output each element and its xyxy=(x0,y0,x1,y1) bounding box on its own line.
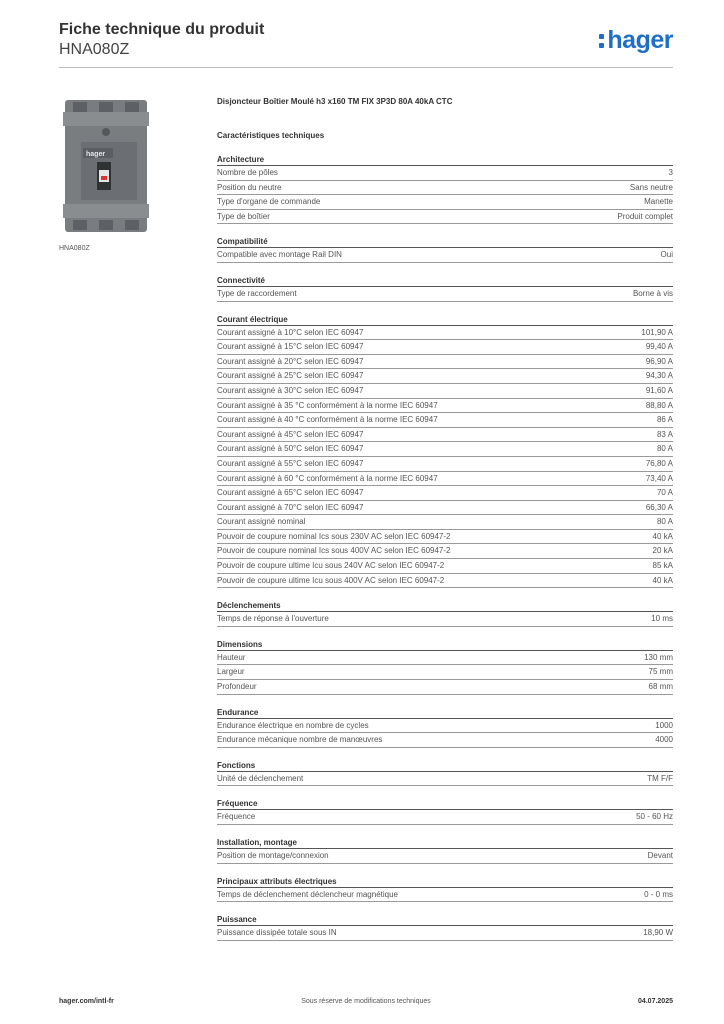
spec-row xyxy=(217,399,673,414)
section-title: Puissance xyxy=(217,914,673,926)
product-label-text: hager xyxy=(86,151,106,158)
spec-row xyxy=(217,413,673,428)
spec-row xyxy=(217,210,673,225)
spec-label: Courant assigné à 15°C selon IEC 60947 xyxy=(217,342,364,352)
spec-row xyxy=(217,665,673,680)
spec-label: Type d'organe de commande xyxy=(217,197,321,207)
spec-section xyxy=(217,798,673,825)
spec-row xyxy=(217,733,673,748)
spec-row xyxy=(217,888,673,903)
spec-label: Largeur xyxy=(217,667,245,677)
spec-value: Oui xyxy=(660,250,673,260)
spec-row xyxy=(217,369,673,384)
spec-row xyxy=(217,326,673,341)
spec-label: Courant assigné nominal xyxy=(217,517,306,527)
spec-row xyxy=(217,680,673,695)
spec-row xyxy=(217,428,673,443)
section-title: Courant électrique xyxy=(217,314,673,326)
spec-label: Unité de déclenchement xyxy=(217,773,304,783)
spec-label: Courant assigné à 35 °C conformément à la norme IEC 60947 xyxy=(217,400,438,410)
spec-label: Hauteur xyxy=(217,652,246,662)
spec-label: Temps de déclenchement déclencheur magnétique xyxy=(217,889,399,899)
product-description: Disjoncteur Boîtier Moulé h3 x160 TM FIX 3P3D 80A 40kA CTC xyxy=(217,97,453,106)
spec-value: Devant xyxy=(647,851,673,860)
spec-value: 80 A xyxy=(656,444,673,454)
spec-value: 85 kA xyxy=(652,561,673,571)
spec-section xyxy=(217,275,673,302)
spec-row xyxy=(217,559,673,574)
spec-value: 94,30 A xyxy=(645,371,673,381)
spec-label: Courant assigné à 10°C selon IEC 60947 xyxy=(217,327,364,337)
spec-value: 83 A xyxy=(656,429,673,439)
spec-label: Pouvoir de coupure nominal Ics sous 230V AC selon IEC 60947-2 xyxy=(217,531,451,541)
spec-row xyxy=(217,544,673,559)
header-divider xyxy=(59,67,673,68)
spec-row xyxy=(217,340,673,355)
spec-row xyxy=(217,457,673,472)
spec-row xyxy=(217,810,673,825)
characteristics-title: Caractéristiques techniques xyxy=(217,131,325,140)
spec-value: 96,90 A xyxy=(645,356,673,366)
spec-section xyxy=(217,600,673,627)
spec-value: Manette xyxy=(644,197,673,207)
spec-row xyxy=(217,574,673,589)
spec-sheet xyxy=(217,96,673,941)
logo-dots-icon xyxy=(599,34,605,48)
spec-value: 10 ms xyxy=(651,614,673,624)
spec-label: Courant assigné à 45°C selon IEC 60947 xyxy=(217,429,364,439)
spec-label: Courant assigné à 40 °C conformément à la norme IEC 60947 xyxy=(217,415,438,425)
spec-label: Endurance électrique en nombre de cycles xyxy=(217,720,369,730)
spec-section xyxy=(217,236,673,263)
section-title: Installation, montage xyxy=(217,837,673,849)
hager-logo xyxy=(599,26,673,55)
spec-label: Temps de réponse à l'ouverture xyxy=(217,614,329,624)
spec-label: Pouvoir de coupure nominal Ics sous 400V AC selon IEC 60947-2 xyxy=(217,546,451,556)
spec-label: Courant assigné à 60 °C conformément à la norme IEC 60947 xyxy=(217,473,438,483)
spec-value: 80 A xyxy=(656,517,673,527)
spec-value: Borne à vis xyxy=(632,288,673,298)
spec-row xyxy=(217,355,673,370)
section-title: Déclenchements xyxy=(217,600,673,612)
spec-label: Type de boîtier xyxy=(217,211,270,221)
spec-label: Endurance mécanique nombre de manœuvres xyxy=(217,735,383,745)
spec-value: 18,90 W xyxy=(643,928,673,938)
footer-date: 04.07.2025 xyxy=(637,998,673,1005)
spec-section xyxy=(217,314,673,589)
spec-label: Courant assigné à 20°C selon IEC 60947 xyxy=(217,356,364,366)
spec-row xyxy=(217,287,673,302)
section-title: Endurance xyxy=(217,707,673,719)
page-title: Fiche technique du produit xyxy=(59,21,265,38)
spec-row xyxy=(217,501,673,516)
spec-value: 75 mm xyxy=(648,667,673,677)
spec-section xyxy=(217,707,673,748)
spec-row xyxy=(217,719,673,734)
spec-label: Courant assigné à 30°C selon IEC 60947 xyxy=(217,385,364,395)
spec-row xyxy=(217,926,673,941)
spec-label: Courant assigné à 55°C selon IEC 60947 xyxy=(217,458,364,468)
spec-row xyxy=(217,651,673,666)
spec-value: 86 A xyxy=(656,415,673,425)
spec-label: Courant assigné à 70°C selon IEC 60947 xyxy=(217,502,364,512)
spec-label: Profondeur xyxy=(217,682,257,692)
spec-label: Courant assigné à 25°C selon IEC 60947 xyxy=(217,371,364,381)
spec-row xyxy=(217,612,673,627)
spec-value: TM F/F xyxy=(647,773,673,783)
spec-row xyxy=(217,515,673,530)
spec-value: 73,40 A xyxy=(645,473,673,483)
logo-text: hager xyxy=(607,26,673,54)
section-title: Dimensions xyxy=(217,639,673,651)
spec-label: Courant assigné à 50°C selon IEC 60947 xyxy=(217,444,364,454)
spec-value: 20 kA xyxy=(652,546,673,556)
footer-disclaimer: Sous réserve de modifications techniques xyxy=(301,998,431,1005)
spec-label: Nombre de pôles xyxy=(217,168,278,177)
spec-value: Produit complet xyxy=(617,211,673,221)
spec-value: 40 kA xyxy=(652,575,673,585)
spec-section xyxy=(217,154,673,224)
spec-label: Type de raccordement xyxy=(217,288,297,298)
spec-value: 3 xyxy=(668,168,673,177)
spec-label: Position du neutre xyxy=(217,182,282,192)
spec-row xyxy=(217,384,673,399)
spec-row xyxy=(217,181,673,196)
spec-value: 50 - 60 Hz xyxy=(636,812,673,822)
spec-row xyxy=(217,248,673,263)
spec-label: Courant assigné à 65°C selon IEC 60947 xyxy=(217,488,364,498)
spec-section xyxy=(217,837,673,864)
page-header xyxy=(59,20,673,68)
spec-value: 66,30 A xyxy=(645,502,673,512)
spec-label: Pouvoir de coupure ultime Icu sous 240V AC selon IEC 60947-2 xyxy=(217,561,445,571)
spec-value: 0 - 0 ms xyxy=(644,889,673,899)
spec-section xyxy=(217,914,673,941)
footer-website: hager.com/intl-fr xyxy=(59,998,114,1005)
spec-value: 130 mm xyxy=(644,652,673,662)
spec-value: 1000 xyxy=(655,720,673,730)
spec-row xyxy=(217,472,673,487)
spec-row xyxy=(217,195,673,210)
spec-label: Compatible avec montage Rail DIN xyxy=(217,250,342,260)
spec-row xyxy=(217,849,673,864)
spec-value: 4000 xyxy=(655,735,673,745)
spec-sections xyxy=(217,154,673,941)
section-title: Architecture xyxy=(217,154,673,166)
spec-value: 40 kA xyxy=(652,531,673,541)
section-title: Principaux attributs électriques xyxy=(217,876,673,888)
spec-section xyxy=(217,639,673,695)
spec-value: 91,60 A xyxy=(645,385,673,395)
spec-value: 101,90 A xyxy=(641,327,673,337)
spec-value: 70 A xyxy=(656,488,673,498)
section-title: Fréquence xyxy=(217,798,673,810)
section-title: Connectivité xyxy=(217,275,673,287)
product-code: HNA080Z xyxy=(59,41,130,58)
spec-value: 88,80 A xyxy=(645,400,673,410)
section-title: Fonctions xyxy=(217,760,673,772)
spec-label: Position de montage/connexion xyxy=(217,851,329,860)
spec-row xyxy=(217,486,673,501)
spec-label: Puissance dissipée totale sous IN xyxy=(217,928,337,938)
image-caption: HNA080Z xyxy=(59,245,90,252)
spec-row xyxy=(217,772,673,787)
spec-label: Fréquence xyxy=(217,812,256,822)
spec-value: 99,40 A xyxy=(645,342,673,352)
spec-value: 76,80 A xyxy=(645,458,673,468)
spec-label: Pouvoir de coupure ultime Icu sous 400V AC selon IEC 60947-2 xyxy=(217,575,445,585)
spec-value: Sans neutre xyxy=(629,182,673,192)
spec-row xyxy=(217,442,673,457)
section-title: Compatibilité xyxy=(217,236,673,248)
spec-section xyxy=(217,876,673,903)
product-image xyxy=(59,96,153,236)
spec-row xyxy=(217,530,673,545)
spec-value: 68 mm xyxy=(648,682,673,692)
spec-row xyxy=(217,166,673,181)
spec-section xyxy=(217,760,673,787)
